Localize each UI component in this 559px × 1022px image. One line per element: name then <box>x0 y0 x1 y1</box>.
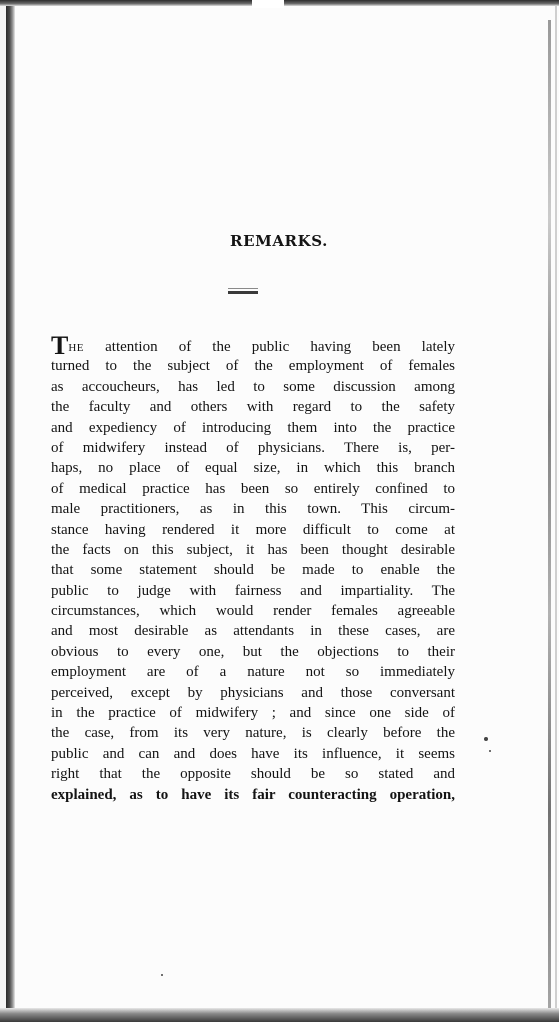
title-rule <box>228 291 258 294</box>
text-line: public and can and does have its influence, it seems <box>51 745 455 762</box>
text-line: obvious to every one, but the objections to their <box>51 643 455 660</box>
text-line: that some statement should be made to enable the <box>51 562 455 579</box>
binding-edge-shadow <box>6 0 15 1022</box>
text-line: of medical practice has been so entirely confined to <box>51 480 455 497</box>
text-line-first <box>51 331 455 360</box>
text-line: perceived, except by physicians and those conversant <box>51 684 455 701</box>
text-line: male practitioners, as in this town. This circum- <box>51 501 455 518</box>
title-rule-thin <box>228 288 258 289</box>
scan-speck <box>484 737 488 741</box>
text-line: in the practice of midwifery ; and since one side of <box>51 705 455 722</box>
small-caps-text: HE <box>68 342 85 354</box>
text-line: as accoucheurs, has led to some discussion among <box>51 378 455 395</box>
text-line: the case, from its very nature, is clearly before the <box>51 725 455 742</box>
text-line: turned to the subject of the employment of females <box>51 358 455 375</box>
drop-cap-letter: T <box>51 331 69 360</box>
first-line-rest: attention of the public having been lately <box>84 339 455 355</box>
text-line: circumstances, which would render females agreeable <box>51 603 455 620</box>
text-line: and expediency of introducing them into the practice <box>51 419 455 436</box>
text-line-last: explained, as to have its fair counteracting operation, <box>51 786 455 803</box>
right-edge-shadow <box>548 20 551 1010</box>
right-margin-strip <box>555 0 557 1022</box>
text-line: the facts on this subject, it has been thought desirable <box>51 541 455 558</box>
text-line: haps, no place of equal size, in which this branch <box>51 460 455 477</box>
text-line: the faculty and others with regard to the safety <box>51 399 455 416</box>
text-line: public to judge with fairness and impartiality. The <box>51 582 455 599</box>
text-line: stance having rendered it more difficult to come at <box>51 521 455 538</box>
page-title: REMARKS. <box>230 232 328 250</box>
body-paragraph <box>51 331 455 805</box>
text-line: right that the opposite should be so stated and <box>51 766 455 783</box>
book-page <box>15 6 543 1008</box>
text-line: employment are of a nature not so immediately <box>51 664 455 681</box>
bottom-edge-shadow <box>0 1008 559 1022</box>
scan-speck <box>161 974 163 976</box>
scan-speck <box>489 750 491 752</box>
text-line: of midwifery instead of physicians. There is, per- <box>51 439 455 456</box>
text-line: and most desirable as attendants in these cases, are <box>51 623 455 640</box>
